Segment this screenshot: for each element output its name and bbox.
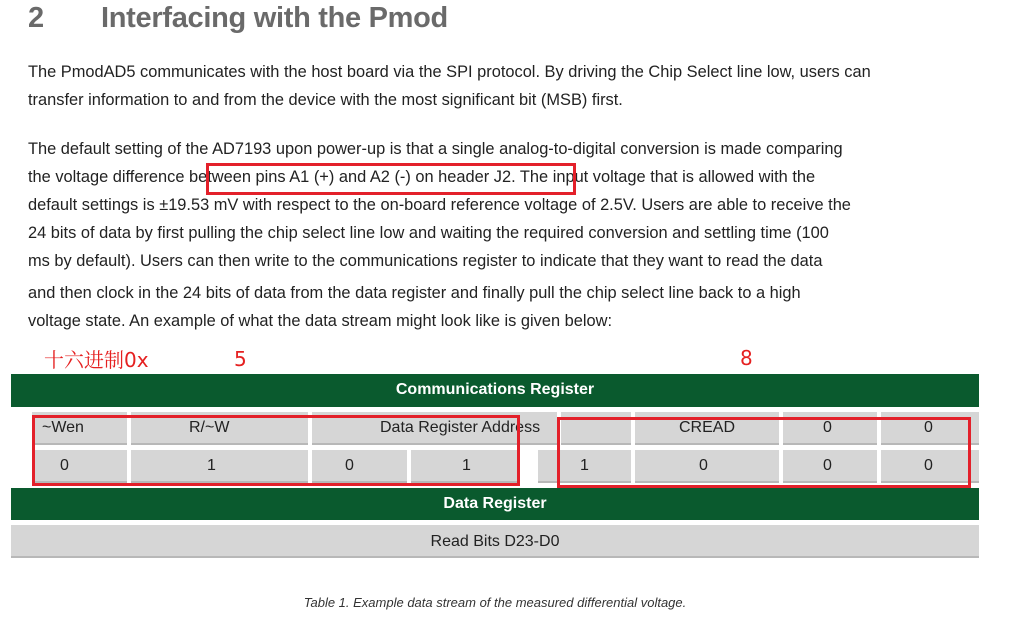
header-cell-data-register-address: Data Register Address	[312, 412, 557, 445]
text-line: transfer information to and from the device with the most significant bit (MSB) first.	[28, 91, 623, 109]
text-line: The PmodAD5 communicates with the host board via the SPI protocol. By driving the Chip Select line low, users can	[28, 63, 871, 81]
header-cell-wen: ~Wen	[32, 412, 127, 445]
value-cell: 0	[881, 450, 979, 483]
text-line: ms by default). Users can then write to the communications register to indicate that they want to read the data	[28, 252, 823, 270]
header-cell-rw: R/~W	[131, 412, 308, 445]
header-cell-zero: 0	[783, 412, 877, 445]
annotation-digit-5: 5	[234, 347, 247, 371]
text-line: the voltage difference between pins A1 (+) and A2 (-) on header J2. The input voltage that is allowed with the	[28, 168, 816, 186]
text-line: 24 bits of data by first pulling the chip select line low and waiting the required conversion and settling time (100	[28, 224, 829, 242]
highlight-box-pins	[206, 163, 576, 195]
header-cell-cread: CREAD	[635, 412, 779, 445]
value-cell: 1	[411, 450, 517, 483]
value-cell: 0	[32, 450, 127, 483]
data-register-title: Data Register	[443, 495, 547, 512]
text-line: voltage state. An example of what the data stream might look like is given below:	[28, 312, 613, 330]
text-line: The default setting of the AD7193 upon power-up is that a single analog-to-digital conversion is made comparing	[28, 140, 843, 158]
header-cell-zero: 0	[881, 412, 979, 445]
data-register-cell: Read Bits D23-D0	[11, 525, 979, 558]
data-register-band	[11, 488, 979, 520]
section-title: Interfacing with the Pmod	[101, 2, 448, 34]
communications-register-title: Communications Register	[395, 381, 595, 398]
value-cell: 0	[635, 450, 779, 483]
communications-register-band	[11, 374, 979, 407]
value-cell: 1	[538, 450, 631, 483]
highlight-box-upper-nibble	[32, 415, 520, 486]
value-cell: 1	[131, 450, 308, 483]
value-cell: 0	[312, 450, 407, 483]
section-number: 2	[28, 2, 45, 34]
annotation-digit-8: 8	[740, 346, 753, 370]
table-caption: Table 1. Example data stream of the measured differential voltage.	[303, 595, 687, 610]
text-line: and then clock in the 24 bits of data from the data register and finally pull the chip select line back to a high	[28, 284, 801, 302]
annotation-hex-label: 十六进制0x	[44, 348, 149, 372]
text-line: default settings is ±19.53 mV with respect to the on-board reference voltage of 2.5V. Users are able to receive the	[28, 196, 851, 214]
value-cell: 0	[783, 450, 877, 483]
highlight-box-lower-nibble	[557, 417, 971, 488]
